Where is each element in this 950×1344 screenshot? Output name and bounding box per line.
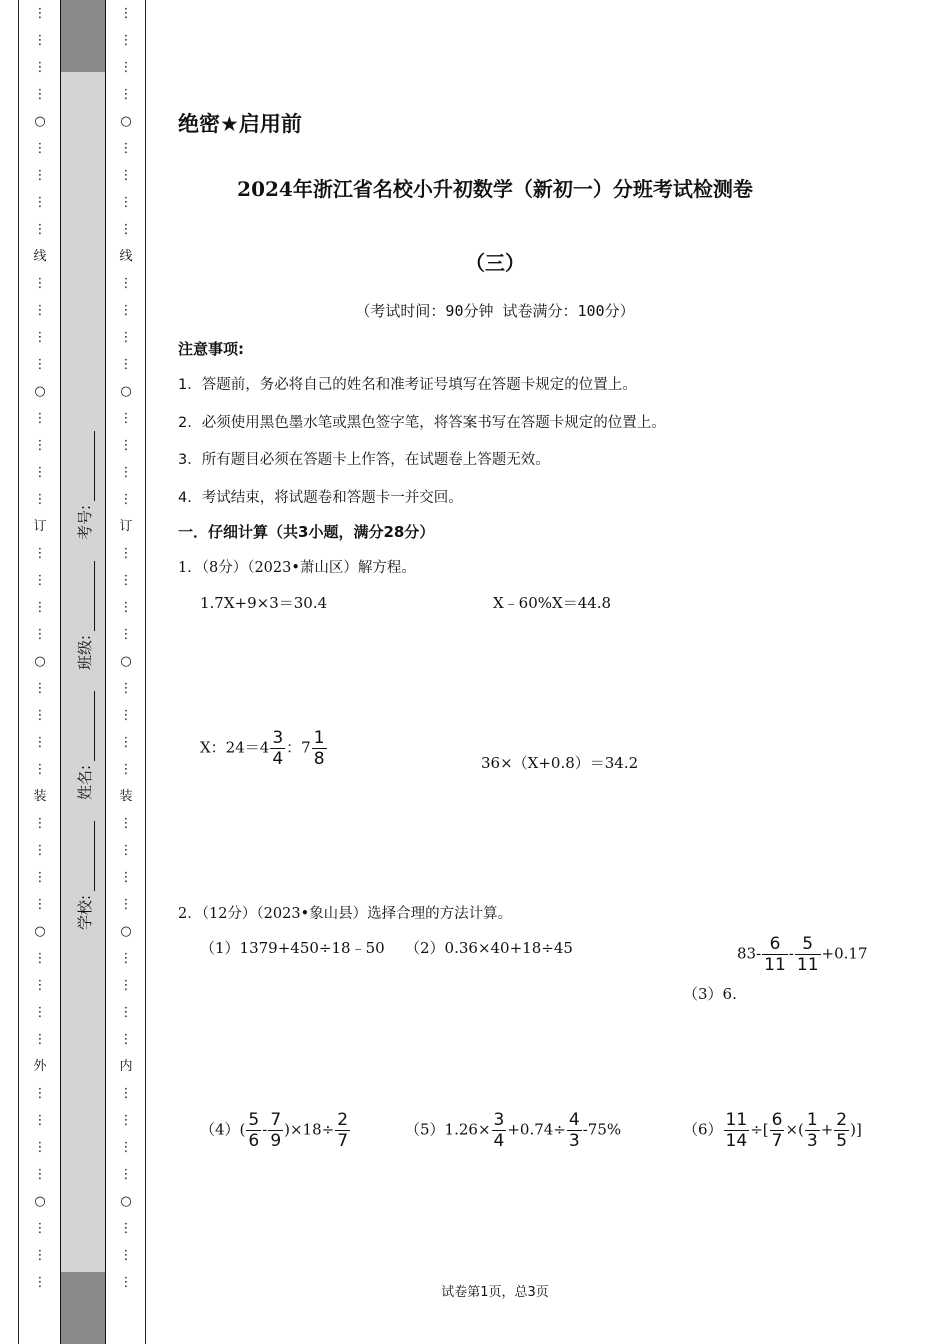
seal-dot: ⋮ [33, 492, 47, 507]
seal-dot: ⋮ [119, 276, 133, 291]
seal-dot: ⋮ [33, 438, 47, 453]
seal-dot: ⋮ [33, 762, 47, 777]
seal-dot: ⋮ [119, 222, 133, 237]
class-field[interactable]: 班级: [74, 561, 95, 670]
seal-dot: ⋮ [119, 465, 133, 480]
seal-dot: ⋮ [119, 681, 133, 696]
seal-dot: ⋮ [119, 546, 133, 561]
seal-dot: ⋮ [33, 735, 47, 750]
seal-dot: ⋮ [119, 141, 133, 156]
seal-dot: ⋮ [119, 1167, 133, 1182]
exam-number-field[interactable]: 考号: [74, 431, 95, 540]
seal-dot: ⋮ [119, 978, 133, 993]
binding-cap-top [60, 0, 106, 72]
problem-2-3-expression: 83- $\frac{6}{11}$ - $\frac{5}{11}$ +0.17 [737, 934, 868, 975]
seal-circle: ○ [120, 114, 132, 129]
seal-dot: ⋮ [119, 411, 133, 426]
page-title: 2024年浙江省名校小升初数学（新初一）分班考试检测卷 [237, 177, 753, 201]
seal-dot: ⋮ [33, 816, 47, 831]
seal-dot: ⋮ [119, 816, 133, 831]
seal-char: 装 [33, 789, 47, 804]
problem-2-5: （5）1.26× $\frac{3}{4}$ +0.74÷ $\frac{4}{3}$ -75% [405, 1110, 622, 1151]
seal-dot: ⋮ [119, 870, 133, 885]
seal-dot: ⋮ [119, 1113, 133, 1128]
seal-dot: ⋮ [119, 330, 133, 345]
seal-dot: ⋮ [33, 303, 47, 318]
seal-char: 外 [33, 1059, 47, 1074]
equation-3: X：24＝4 $\frac{3}{4}$ ：7 $\frac{1}{8}$ [200, 728, 325, 769]
seal-dot: ⋮ [33, 1113, 47, 1128]
seal-circle: ○ [34, 384, 46, 399]
seal-dot: ⋮ [119, 168, 133, 183]
seal-dot: ⋮ [33, 168, 47, 183]
seal-dot: ⋮ [119, 600, 133, 615]
seal-dot: ⋮ [119, 1005, 133, 1020]
notice-item: 4．考试结束，将试题卷和答题卡一并交回。 [178, 490, 463, 506]
seal-char: 内 [119, 1059, 133, 1074]
notice-item: 3．所有题目必须在答题卡上作答，在试题卷上答题无效。 [178, 452, 550, 468]
problem-2-4: （4）( $\frac{5}{6}$ - $\frac{7}{9}$ )×18÷ $\frac{2}{7}$ [200, 1110, 349, 1151]
seal-char: 线 [33, 249, 47, 264]
seal-dot: ⋮ [33, 843, 47, 858]
seal-dot: ⋮ [33, 357, 47, 372]
seal-dot: ⋮ [119, 1221, 133, 1236]
seal-dot: ⋮ [33, 195, 47, 210]
page-footer: 试卷第1页，总3页 [441, 1285, 549, 1300]
seal-dot: ⋮ [33, 1032, 47, 1047]
section-heading: 一．仔细计算（共3小题，满分28分） [178, 523, 435, 541]
seal-dot: ⋮ [119, 6, 133, 21]
notice-item: 2．必须使用黑色墨水笔或黑色签字笔，将答案书写在答题卡规定的位置上。 [178, 415, 666, 431]
seal-circle: ○ [120, 1194, 132, 1209]
seal-dot: ⋮ [119, 87, 133, 102]
problem-2-1: （1）1379+450÷18﹣50 [200, 939, 385, 957]
question-1-stem: 1．（8分）（2023•萧山区）解方程。 [178, 560, 416, 576]
equation-4: 36×（X+0.8）＝34.2 [481, 754, 639, 772]
seal-dot: ⋮ [33, 1005, 47, 1020]
seal-dot: ⋮ [33, 708, 47, 723]
seal-dot: ⋮ [33, 411, 47, 426]
problem-2-3-label: （3）6. [683, 985, 737, 1003]
school-field[interactable]: 学校: [74, 821, 95, 930]
seal-circle: ○ [120, 654, 132, 669]
seal-dot: ⋮ [33, 1167, 47, 1182]
seal-dot: ⋮ [33, 600, 47, 615]
seal-dot: ⋮ [119, 195, 133, 210]
seal-dot: ⋮ [119, 762, 133, 777]
seal-dot: ⋮ [119, 1140, 133, 1155]
seal-circle: ○ [34, 1194, 46, 1209]
seal-dot: ⋮ [119, 357, 133, 372]
seal-dot: ⋮ [33, 978, 47, 993]
seal-circle: ○ [120, 924, 132, 939]
seal-dot: ⋮ [33, 1140, 47, 1155]
notice-item: 1．答题前，务必将自己的姓名和准考证号填写在答题卡规定的位置上。 [178, 377, 637, 393]
seal-dot: ⋮ [33, 276, 47, 291]
problem-2-6: （6） $\frac{11}{14}$ ÷[ $\frac{6}{7}$ ×( $\frac{1}{3}$ + $\frac{2}{5}$ )] [683, 1110, 862, 1151]
confidential-mark: 绝密★启用前 [178, 112, 302, 136]
seal-dot: ⋮ [119, 60, 133, 75]
seal-dot: ⋮ [33, 6, 47, 21]
seal-dot: ⋮ [119, 735, 133, 750]
seal-dot: ⋮ [33, 222, 47, 237]
seal-dot: ⋮ [33, 627, 47, 642]
seal-dot: ⋮ [33, 870, 47, 885]
seal-char: 订 [119, 519, 133, 534]
exam-info: （考试时间：90分钟 试卷满分：100分） [355, 302, 635, 320]
seal-dot: ⋮ [33, 1275, 47, 1290]
seal-dot: ⋮ [119, 1032, 133, 1047]
seal-dot: ⋮ [33, 87, 47, 102]
notice-heading: 注意事项: [178, 340, 244, 358]
seal-dot: ⋮ [119, 843, 133, 858]
seal-dot: ⋮ [119, 951, 133, 966]
seal-dot: ⋮ [119, 1086, 133, 1101]
seal-dot: ⋮ [33, 897, 47, 912]
seal-dot: ⋮ [33, 951, 47, 966]
seal-dot: ⋮ [33, 573, 47, 588]
equation-2: X﹣60%X＝44.8 [493, 594, 612, 612]
seal-circle: ○ [120, 384, 132, 399]
seal-dot: ⋮ [119, 573, 133, 588]
seal-dot: ⋮ [33, 330, 47, 345]
seal-dot: ⋮ [33, 1086, 47, 1101]
seal-dot: ⋮ [119, 33, 133, 48]
seal-dot: ⋮ [33, 1221, 47, 1236]
seal-circle: ○ [34, 114, 46, 129]
question-2-stem: 2．（12分）（2023•象山县）选择合理的方法计算。 [178, 906, 513, 922]
seal-dot: ⋮ [33, 1248, 47, 1263]
seal-dot: ⋮ [33, 60, 47, 75]
name-field[interactable]: 姓名: [74, 691, 95, 800]
seal-char: 装 [119, 789, 133, 804]
problem-2-2: （2）0.36×40+18÷45 [405, 939, 573, 957]
seal-dot: ⋮ [119, 897, 133, 912]
seal-dot: ⋮ [119, 438, 133, 453]
page-subtitle: （三） [465, 251, 525, 275]
seal-circle: ○ [34, 654, 46, 669]
seal-dot: ⋮ [119, 627, 133, 642]
equation-1: 1.7X+9×3＝30.4 [200, 594, 328, 612]
seal-dot: ⋮ [33, 546, 47, 561]
seal-char: 订 [33, 519, 47, 534]
seal-dot: ⋮ [119, 1248, 133, 1263]
seal-dot: ⋮ [119, 492, 133, 507]
seal-dot: ⋮ [33, 681, 47, 696]
seal-circle: ○ [34, 924, 46, 939]
seal-dot: ⋮ [119, 303, 133, 318]
seal-char: 线 [119, 249, 133, 264]
seal-dot: ⋮ [33, 465, 47, 480]
seal-dot: ⋮ [33, 33, 47, 48]
seal-dot: ⋮ [33, 141, 47, 156]
seal-dot: ⋮ [119, 1275, 133, 1290]
seal-dot: ⋮ [119, 708, 133, 723]
